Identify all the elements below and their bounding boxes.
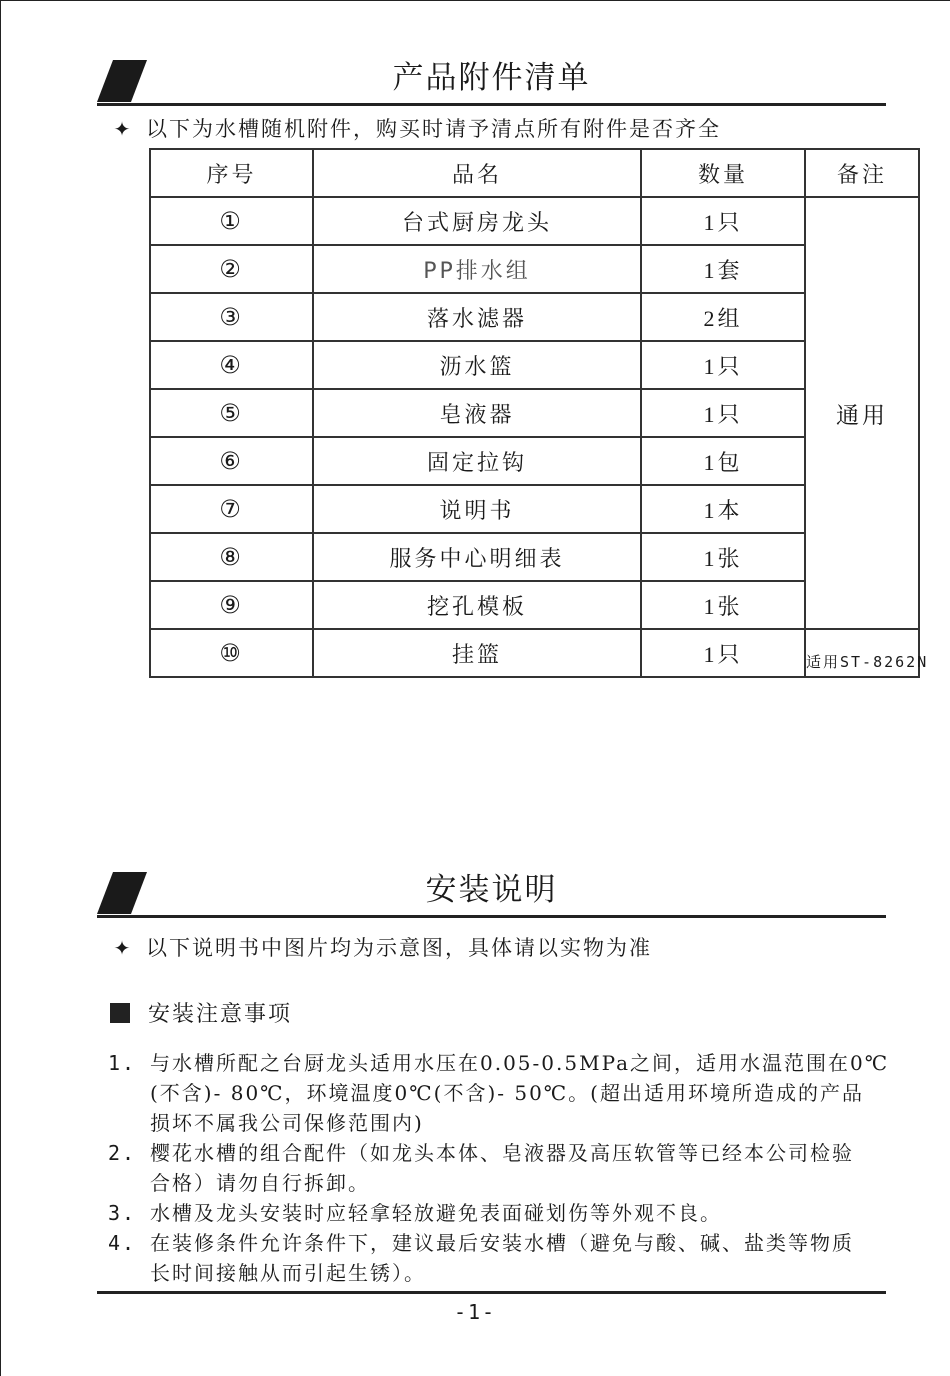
row-number: ②	[150, 245, 313, 293]
section-title: 产品附件清单	[392, 60, 591, 96]
accessories-note	[110, 115, 721, 143]
item-line: 樱花水槽的组合配件（如龙头本体、皂液器及高压软管等已经本公司检验	[150, 1141, 854, 1165]
table-row	[150, 437, 919, 485]
section-rule	[97, 915, 886, 918]
item-line: 损坏不属我公司保修范围内)	[150, 1111, 424, 1135]
black-square-icon	[110, 1003, 130, 1023]
caution-heading-text: 安装注意事项	[148, 1002, 293, 1027]
row-name: 台式厨房龙头	[313, 197, 641, 245]
item-line: 与水槽所配之台厨龙头适用水压在0.05-0.5MPa之间，适用水温范围在0℃	[150, 1051, 890, 1075]
row-name: 挖孔模板	[313, 581, 641, 629]
row-qty: 1张	[641, 581, 805, 629]
item-number: 2.	[108, 1141, 137, 1165]
row-number: ①	[150, 197, 313, 245]
list-item-continuation	[108, 1258, 950, 1288]
four-point-star-icon: ✦	[113, 117, 133, 141]
page-number: -1-	[453, 1300, 497, 1324]
page-top-border	[0, 0, 950, 1]
item-line: 合格）请勿自行拆卸。	[150, 1171, 370, 1195]
row-qty: 1张	[641, 533, 805, 581]
row-number: ⑩	[150, 629, 313, 677]
table-row	[150, 341, 919, 389]
row-number: ④	[150, 341, 313, 389]
table-row	[150, 197, 919, 245]
item-number: 3.	[108, 1201, 137, 1225]
list-item	[108, 1048, 950, 1078]
row-qty: 1只	[641, 629, 805, 677]
row-number: ⑧	[150, 533, 313, 581]
page-left-border	[0, 0, 1, 1376]
header-name: 品名	[313, 149, 641, 197]
row-qty: 1只	[641, 341, 805, 389]
item-line: 水槽及龙头安装时应轻拿轻放避免表面碰划伤等外观不良。	[150, 1201, 722, 1225]
installation-note-text: 以下说明书中图片均为示意图，具体请以实物为准	[146, 936, 652, 960]
header-qty: 数量	[641, 149, 805, 197]
row-note-model	[805, 629, 929, 677]
installation-note	[110, 934, 652, 962]
accessories-note-text: 以下为水槽随机附件，购买时请予清点所有附件是否齐全	[146, 117, 721, 141]
item-line: (不含)- 80℃，环境温度0℃(不含)- 50℃。(超出适用环境所造成的产品	[150, 1081, 864, 1105]
row-qty: 1本	[641, 485, 805, 533]
table-row	[150, 245, 919, 293]
caution-heading	[110, 1000, 292, 1030]
header-note: 备注	[805, 149, 919, 197]
section-header-installation	[97, 870, 886, 918]
item-number: 4.	[108, 1231, 137, 1255]
row-name: 沥水篮	[313, 341, 641, 389]
row-note-common: 通用	[805, 197, 919, 629]
row-name: 挂篮	[313, 629, 641, 677]
row-number: ⑨	[150, 581, 313, 629]
list-item-continuation	[108, 1108, 950, 1138]
list-item	[108, 1198, 950, 1228]
header-no: 序号	[150, 149, 313, 197]
list-item-continuation	[108, 1168, 950, 1198]
row-qty: 1只	[641, 197, 805, 245]
four-point-star-icon: ✦	[113, 936, 133, 960]
list-item	[108, 1228, 950, 1258]
row-number: ⑤	[150, 389, 313, 437]
section-title: 安装说明	[425, 872, 558, 908]
list-item-continuation	[108, 1078, 950, 1108]
row-number: ⑥	[150, 437, 313, 485]
list-item	[108, 1138, 950, 1168]
table-header-row	[150, 149, 919, 197]
row-name: 落水滤器	[313, 293, 641, 341]
row-number: ⑦	[150, 485, 313, 533]
row-name: 说明书	[313, 485, 641, 533]
row-name: 皂液器	[313, 389, 641, 437]
row-qty: 1包	[641, 437, 805, 485]
table-row	[150, 293, 919, 341]
footer-rule	[97, 1291, 886, 1294]
row-qty: 2组	[641, 293, 805, 341]
row-qty: 1只	[641, 389, 805, 437]
table-row	[150, 533, 919, 581]
item-line: 在装修条件允许条件下，建议最后安装水槽（避免与酸、碱、盐类等物质	[150, 1231, 854, 1255]
accessories-table	[149, 148, 929, 678]
section-header-accessories	[97, 58, 886, 106]
table-row	[150, 485, 919, 533]
table-row	[150, 581, 919, 629]
model-note-text: 适用ST-8262N	[806, 653, 929, 671]
row-name: 服务中心明细表	[313, 533, 641, 581]
item-line: 长时间接触从而引起生锈）。	[150, 1261, 426, 1285]
row-name: PP排水组	[313, 245, 641, 293]
table-row	[150, 629, 919, 677]
caution-list	[108, 1048, 950, 1288]
row-qty: 1套	[641, 245, 805, 293]
table-row	[150, 389, 919, 437]
item-number: 1.	[108, 1051, 137, 1075]
row-name: 固定拉钩	[313, 437, 641, 485]
section-rule	[97, 103, 886, 106]
row-number: ③	[150, 293, 313, 341]
